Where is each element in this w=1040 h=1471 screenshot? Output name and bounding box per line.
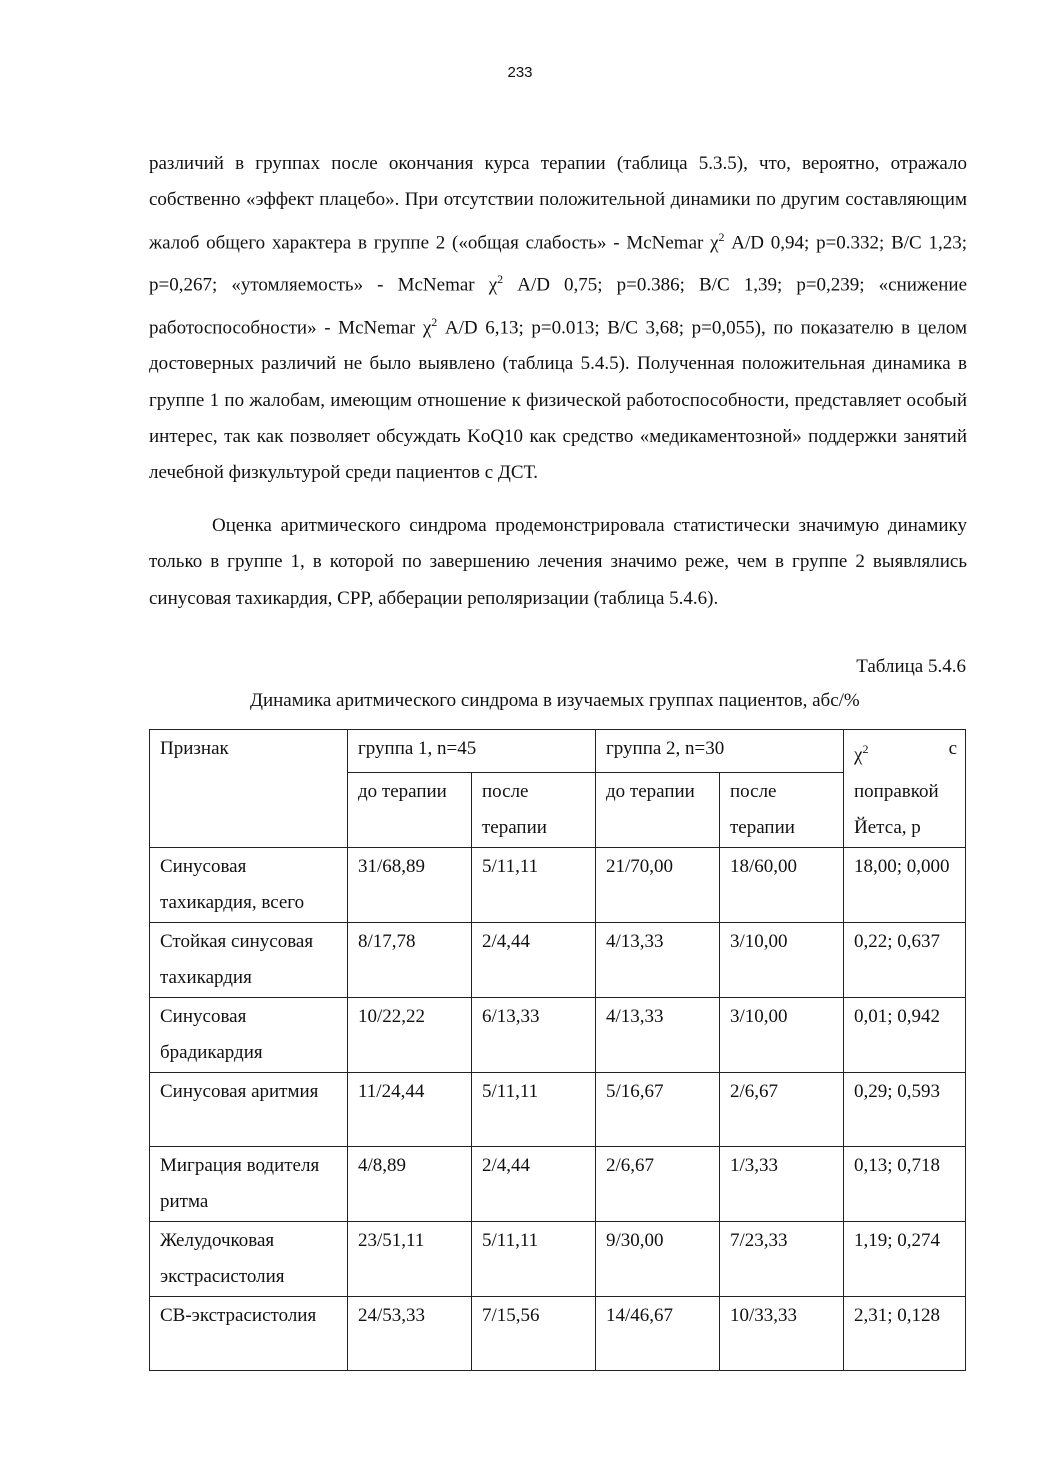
- cell-g2-after: 2/6,67: [720, 1072, 844, 1146]
- arrhythmia-table: [149, 729, 966, 1371]
- cell-chi: 2,31; 0,128: [844, 1296, 966, 1370]
- cell-g2-after: 10/33,33: [720, 1296, 844, 1370]
- table-row: [150, 1146, 966, 1221]
- cell-sign: Синусовая тахикардия, всего: [150, 847, 348, 922]
- cell-g2-after: 18/60,00: [720, 847, 844, 922]
- cell-g1-after: 2/4,44: [472, 1146, 596, 1221]
- cell-g1-before: 8/17,78: [348, 922, 472, 997]
- superscript-2: 2: [718, 229, 725, 244]
- header-chi-rest: поправкой Йетса, p: [854, 780, 939, 839]
- table-row: [150, 1296, 966, 1370]
- paragraph-1: [149, 146, 967, 492]
- cell-g2-before: 2/6,67: [596, 1146, 720, 1221]
- cell-g1-before: 31/68,89: [348, 847, 472, 922]
- superscript-2: 2: [497, 272, 504, 287]
- cell-chi: 18,00; 0,000: [844, 847, 966, 922]
- cell-sign: Синусовая аритмия: [150, 1072, 348, 1146]
- cell-g1-before: 4/8,89: [348, 1146, 472, 1221]
- table-caption: Динамика аритмического синдрома в изучаемых группах пациентов, абс/%: [250, 690, 860, 711]
- paragraph-1-seg4: A/D 6,13; p=0.013; B/C 3,68; p=0,055), по показателю в целом достоверных различий не было выявлено (таблица 5.4.5). Полученная положительная динамика в группе 1 по жалобам, имеющим отношение к физической работоспособности, представляет особый интерес, так как позволяет обсуждать KoQ10 как средство «медикаментозной» поддержки занятий лечебной физкультурой среди пациентов с ДСТ.: [149, 317, 967, 484]
- superscript-2: 2: [862, 742, 869, 756]
- cell-g2-before: 5/16,67: [596, 1072, 720, 1146]
- cell-g1-after: 6/13,33: [472, 997, 596, 1072]
- cell-g1-after: 7/15,56: [472, 1296, 596, 1370]
- cell-g1-after: 2/4,44: [472, 922, 596, 997]
- cell-sign: СВ-экстрасистолия: [150, 1296, 348, 1370]
- cell-g1-before: 24/53,33: [348, 1296, 472, 1370]
- table-row: [150, 997, 966, 1072]
- cell-g1-before: 10/22,22: [348, 997, 472, 1072]
- cell-g1-after: 5/11,11: [472, 847, 596, 922]
- cell-g2-before: 21/70,00: [596, 847, 720, 922]
- cell-chi: 0,29; 0,593: [844, 1072, 966, 1146]
- header-group-2: группа 2, n=30: [596, 730, 844, 773]
- paragraph-1-seg1: различий в группах после окончания курса терапии (таблица 5.3.5), что, вероятно, отражало собственно «эффект плацебо». При отсутствии положительной динамики по другим составляющим жалоб общего характера в группе 2 («общая слабость» - McNemar: [149, 153, 967, 253]
- cell-g1-before: 23/51,11: [348, 1221, 472, 1296]
- cell-g1-after: 5/11,11: [472, 1221, 596, 1296]
- chi-symbol: χ: [422, 317, 432, 339]
- cell-g1-after: 5/11,11: [472, 1072, 596, 1146]
- paragraph-2: Оценка аритмического синдрома продемонстрировала статистически значимую динамику только в группе 1, в которой по завершению лечения значимо реже, чем в группе 2 выявлялись синусовая тахикардия, СРР, абберации реполяризации (таблица 5.4.6).: [149, 515, 967, 609]
- table-header-row: [150, 730, 966, 773]
- superscript-2: 2: [431, 314, 438, 329]
- cell-g2-after: 3/10,00: [720, 997, 844, 1072]
- table-row: [150, 847, 966, 922]
- cell-g2-before: 4/13,33: [596, 922, 720, 997]
- cell-g2-before: 14/46,67: [596, 1296, 720, 1370]
- cell-g1-before: 11/24,44: [348, 1072, 472, 1146]
- cell-g2-after: 1/3,33: [720, 1146, 844, 1221]
- cell-g2-before: 9/30,00: [596, 1221, 720, 1296]
- header-g2-before: до терапии: [596, 772, 720, 847]
- cell-chi: 1,19; 0,274: [844, 1221, 966, 1296]
- paragraph-1-seg2: A/D 0,94; p=0.332; B/C 1,23; p=0,267; «утомляемость» - McNemar: [149, 231, 967, 296]
- cell-chi: 0,22; 0,637: [844, 922, 966, 997]
- header-g1-before: до терапии: [348, 772, 472, 847]
- header-group-1: группа 1, n=45: [348, 730, 596, 773]
- table-row: [150, 1072, 966, 1146]
- cell-sign: Синусовая брадикардия: [150, 997, 348, 1072]
- page-number: 233: [507, 64, 533, 81]
- cell-sign: Стойкая синусовая тахикардия: [150, 922, 348, 997]
- cell-sign: Миграция водителя ритма: [150, 1146, 348, 1221]
- table-label: Таблица 5.4.6: [856, 656, 966, 677]
- cell-g2-before: 4/13,33: [596, 997, 720, 1072]
- table-row: [150, 1221, 966, 1296]
- header-sign: Признак: [150, 730, 348, 848]
- cell-g2-after: 7/23,33: [720, 1221, 844, 1296]
- chi-symbol: χ: [488, 274, 498, 296]
- cell-chi: 0,01; 0,942: [844, 997, 966, 1072]
- table-row: [150, 922, 966, 997]
- header-g1-after: после терапии: [472, 772, 596, 847]
- header-chi-c: с: [948, 738, 957, 759]
- cell-g2-after: 3/10,00: [720, 922, 844, 997]
- chi-symbol: χ: [854, 744, 863, 766]
- chi-symbol: χ: [710, 231, 719, 253]
- header-chi-square: [844, 730, 966, 848]
- paragraph-1-seg3: A/D 0,75; p=0.386; B/C 1,39; p=0,239; «снижение работоспособности» - McNemar: [149, 274, 968, 339]
- cell-sign: Желудочковая экстрасистолия: [150, 1221, 348, 1296]
- header-g2-after: после терапии: [720, 772, 844, 847]
- cell-chi: 0,13; 0,718: [844, 1146, 966, 1221]
